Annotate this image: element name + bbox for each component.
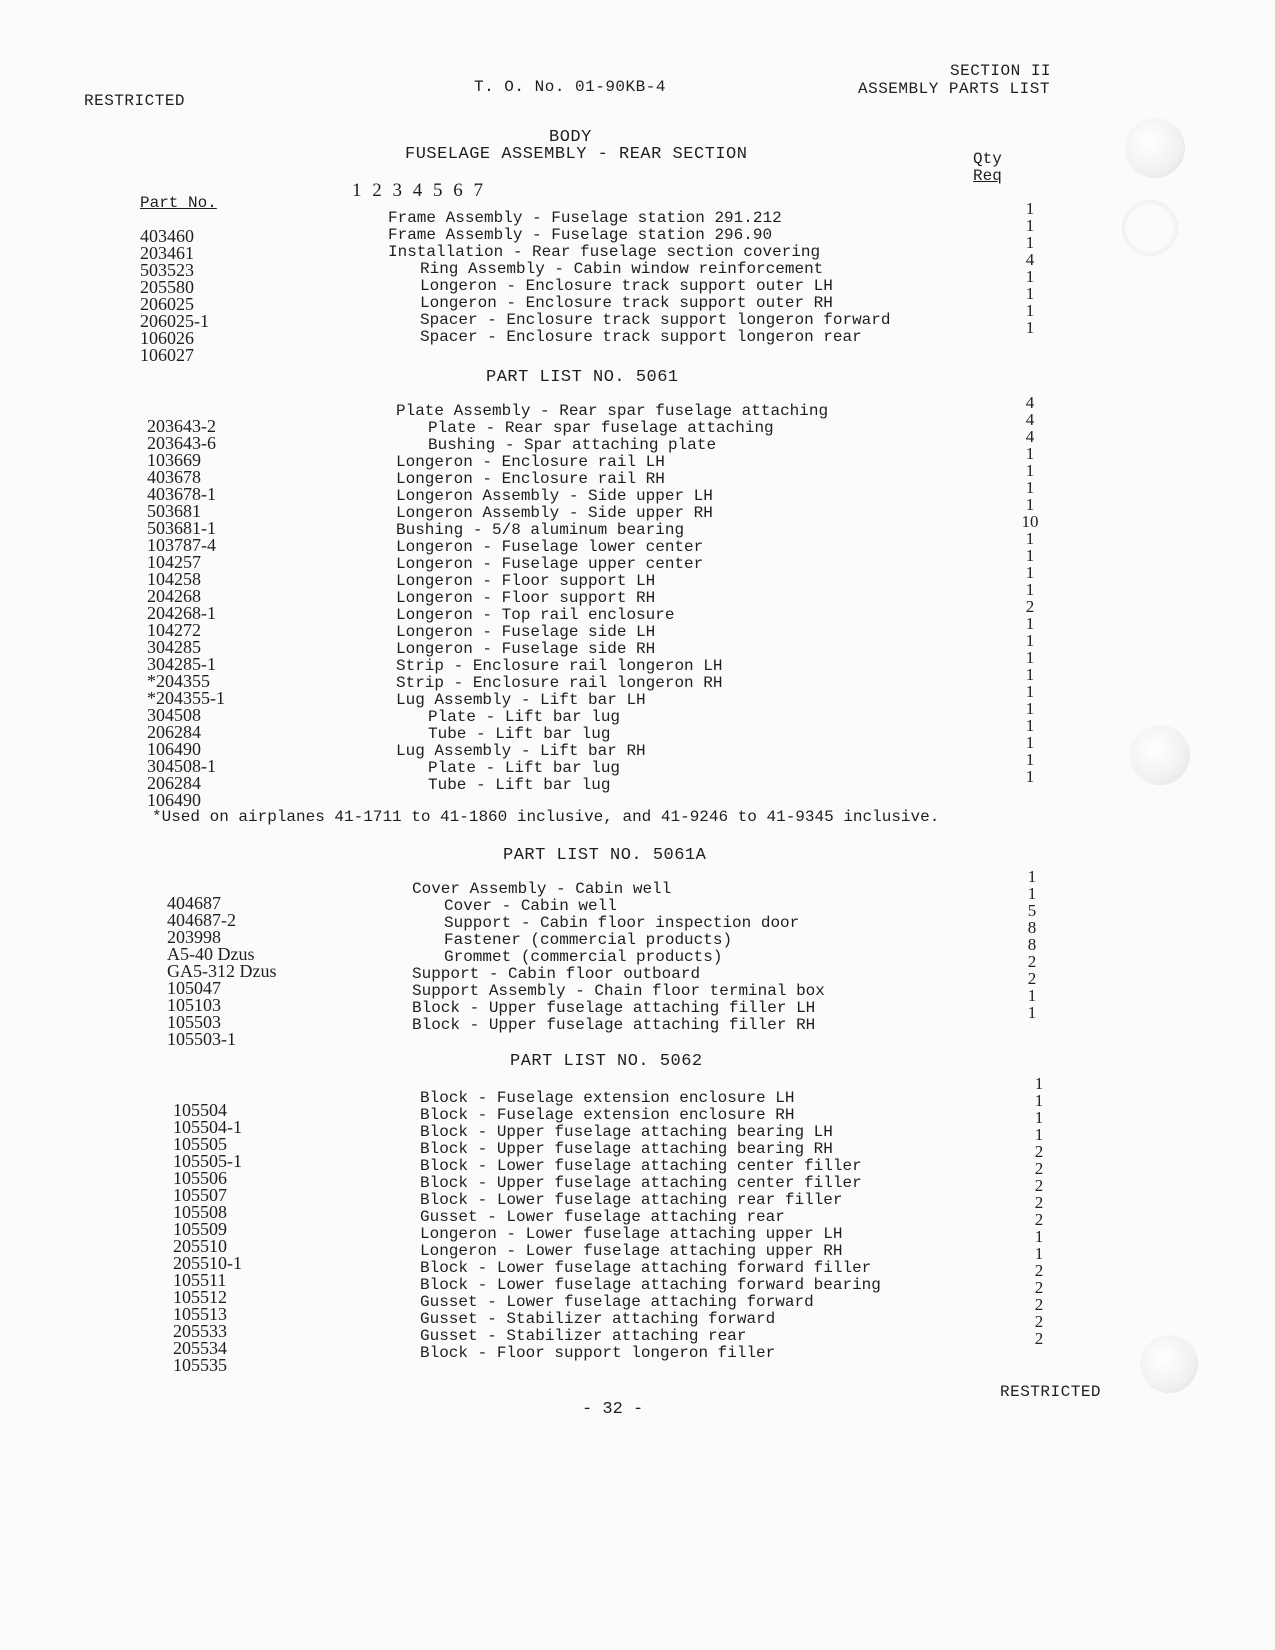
part-description: Block - Lower fuselage attaching forward filler	[420, 1259, 872, 1277]
qty-heading: Qty	[973, 150, 1002, 168]
qty-value: 1	[1025, 216, 1035, 235]
qty-value: 1	[1025, 495, 1035, 514]
part-description: Block - Upper fuselage attaching bearing RH	[420, 1140, 833, 1158]
part-number: 404687-2	[167, 910, 236, 930]
part-number: 105511	[173, 1270, 227, 1290]
qty-value: 2	[1034, 1312, 1044, 1331]
punch-hole	[1140, 1335, 1198, 1393]
part-number: 304285	[147, 637, 201, 657]
qty-value: 1	[1025, 750, 1035, 769]
part-number: 105505	[173, 1134, 227, 1154]
part-number: 205510	[173, 1236, 227, 1256]
part-description: Tube - Lift bar lug	[428, 776, 611, 794]
part-number: 206284	[147, 773, 201, 793]
part-number: 106027	[140, 345, 194, 365]
part-description: Ring Assembly - Cabin window reinforcement	[420, 260, 824, 278]
part-number: 403460	[140, 226, 194, 246]
part-description: Lug Assembly - Lift bar LH	[396, 691, 646, 709]
part-number: 106026	[140, 328, 194, 348]
punch-hole	[1122, 200, 1178, 256]
part-number: 105103	[167, 995, 221, 1015]
qty-value: 8	[1027, 935, 1037, 954]
part-number: 104272	[147, 620, 201, 640]
part-description: Tube - Lift bar lug	[428, 725, 611, 743]
qty-value: 1	[1025, 614, 1035, 633]
part-description: Gusset - Lower fuselage attaching rear	[420, 1208, 785, 1226]
part-description: Spacer - Enclosure track support longeron forward	[420, 311, 891, 329]
part-description: Strip - Enclosure rail longeron LH	[396, 657, 723, 675]
part-description: Block - Fuselage extension enclosure LH	[420, 1089, 795, 1107]
part-number: 205580	[140, 277, 194, 297]
qty-value: 1	[1025, 444, 1035, 463]
part-number: 105505-1	[173, 1151, 242, 1171]
part-number: 205534	[173, 1338, 227, 1358]
qty-value: 1	[1034, 1108, 1044, 1127]
part-number: 304508	[147, 705, 201, 725]
qty-value: 4	[1025, 250, 1035, 269]
part-number: 105504	[173, 1100, 227, 1120]
qty-value: 1	[1025, 318, 1035, 337]
part-description: Bushing - Spar attaching plate	[428, 436, 717, 454]
qty-value: 1	[1034, 1125, 1044, 1144]
part-description: Support Assembly - Chain floor terminal box	[412, 982, 825, 1000]
part-list-5062-heading: PART LIST NO. 5062	[510, 1052, 703, 1071]
qty-value: 2	[1025, 597, 1035, 616]
qty-value: 2	[1034, 1142, 1044, 1161]
qty-value: 1	[1027, 1003, 1037, 1022]
qty-value: 8	[1027, 918, 1037, 937]
part-number: 404687	[167, 893, 221, 913]
qty-value: 1	[1034, 1091, 1044, 1110]
qty-group-3	[1012, 868, 1052, 1021]
qty-value: 2	[1034, 1176, 1044, 1195]
qty-value: 1	[1025, 199, 1035, 218]
qty-value: 1	[1027, 986, 1037, 1005]
part-number: 304285-1	[147, 654, 216, 674]
part-number: 206025	[140, 294, 194, 314]
part-description: Grommet (commercial products)	[444, 948, 723, 966]
part-list-5061a-heading: PART LIST NO. 5061A	[503, 846, 707, 865]
part-description: Longeron - Top rail enclosure	[396, 606, 675, 624]
part-number: 503681-1	[147, 518, 216, 538]
qty-value: 2	[1034, 1193, 1044, 1212]
part-number: 105504-1	[173, 1117, 242, 1137]
part-number: 503681	[147, 501, 201, 521]
qty-group-2	[1010, 394, 1050, 785]
qty-value: 1	[1027, 867, 1037, 886]
part-description: Longeron - Lower fuselage attaching upper LH	[420, 1225, 843, 1243]
punch-hole	[1125, 118, 1185, 178]
part-description: Gusset - Stabilizer attaching forward	[420, 1310, 776, 1328]
qty-value: 1	[1025, 682, 1035, 701]
part-number: 403678	[147, 467, 201, 487]
part-description: Plate - Rear spar fuselage attaching	[428, 419, 774, 437]
qty-value: 2	[1027, 952, 1037, 971]
qty-value: 2	[1034, 1329, 1044, 1348]
part-number: 106490	[147, 739, 201, 759]
qty-value: 1	[1025, 233, 1035, 252]
part-number: 503523	[140, 260, 194, 280]
descriptions-group-4	[420, 1090, 1040, 1362]
part-description: Longeron - Enclosure rail RH	[396, 470, 665, 488]
part-list-5061-heading: PART LIST NO. 5061	[486, 368, 679, 387]
part-description: Block - Floor support longeron filler	[420, 1344, 776, 1362]
qty-value: 1	[1025, 461, 1035, 480]
part-numbers-group-3	[167, 895, 337, 1048]
part-number: 203998	[167, 927, 221, 947]
part-no-heading: Part No.	[140, 194, 217, 212]
part-description: Frame Assembly - Fuselage station 296.90	[388, 226, 773, 244]
qty-value: 1	[1025, 546, 1035, 565]
part-numbers-group-4	[173, 1102, 343, 1374]
qty-value: 1	[1025, 580, 1035, 599]
qty-value: 4	[1025, 427, 1035, 446]
part-description: Strip - Enclosure rail longeron RH	[396, 674, 723, 692]
part-number: 105503-1	[167, 1029, 236, 1049]
to-number: T. O. No. 01-90KB-4	[474, 78, 666, 96]
part-number: 203643-6	[147, 433, 216, 453]
body-title: BODY	[549, 128, 592, 147]
part-description: Plate Assembly - Rear spar fuselage attaching	[396, 402, 829, 420]
qty-value: 1	[1027, 884, 1037, 903]
part-description: Longeron Assembly - Side upper LH	[396, 487, 713, 505]
part-description: Longeron - Fuselage side LH	[396, 623, 656, 641]
part-description: Block - Upper fuselage attaching bearing LH	[420, 1123, 833, 1141]
part-description: Support - Cabin floor inspection door	[444, 914, 800, 932]
req-heading: Req	[973, 167, 1002, 185]
part-number: 105508	[173, 1202, 227, 1222]
qty-value: 1	[1025, 631, 1035, 650]
qty-value: 1	[1025, 648, 1035, 667]
qty-value: 2	[1027, 969, 1037, 988]
page-number: - 32 -	[582, 1400, 644, 1419]
qty-value: 1	[1025, 529, 1035, 548]
qty-value: 1	[1034, 1074, 1044, 1093]
qty-value: 4	[1025, 393, 1035, 412]
indent-scale: 1 2 3 4 5 6 7	[352, 180, 483, 201]
part-number: 103787-4	[147, 535, 216, 555]
qty-value: 1	[1025, 267, 1035, 286]
qty-value: 1	[1025, 478, 1035, 497]
part-number: 204268	[147, 586, 201, 606]
qty-value: 2	[1034, 1278, 1044, 1297]
qty-value: 1	[1034, 1244, 1044, 1263]
part-description: Block - Fuselage extension enclosure RH	[420, 1106, 795, 1124]
qty-value: 5	[1027, 901, 1037, 920]
part-number: 206025-1	[140, 311, 209, 331]
part-number: 206284	[147, 722, 201, 742]
part-number: *204355-1	[147, 688, 225, 708]
qty-value: 1	[1025, 665, 1035, 684]
qty-value: 1	[1025, 284, 1035, 303]
part-description: Block - Upper fuselage attaching filler LH	[412, 999, 816, 1017]
part-description: Gusset - Lower fuselage attaching forward	[420, 1293, 814, 1311]
part-description: Longeron - Fuselage lower center	[396, 538, 704, 556]
part-number: 105047	[167, 978, 221, 998]
part-description: Block - Upper fuselage attaching filler RH	[412, 1016, 816, 1034]
part-description: Longeron - Floor support LH	[396, 572, 656, 590]
part-number: 106490	[147, 790, 201, 810]
part-number: 205533	[173, 1321, 227, 1341]
qty-value: 1	[1034, 1227, 1044, 1246]
part-number: 105512	[173, 1287, 227, 1307]
qty-value: 2	[1034, 1210, 1044, 1229]
qty-value: 2	[1034, 1295, 1044, 1314]
part-number: 103669	[147, 450, 201, 470]
part-description: Plate - Lift bar lug	[428, 708, 621, 726]
part-numbers-group-2	[147, 418, 317, 809]
part-number: 304508-1	[147, 756, 216, 776]
part-description: Longeron - Fuselage upper center	[396, 555, 704, 573]
part-description: Block - Lower fuselage attaching forward bearing	[420, 1276, 881, 1294]
qty-group-4	[1019, 1075, 1059, 1347]
qty-value: 2	[1034, 1261, 1044, 1280]
part-number: 203643-2	[147, 416, 216, 436]
qty-value: 1	[1025, 716, 1035, 735]
part-description: Longeron - Fuselage side RH	[396, 640, 656, 658]
part-number: 205510-1	[173, 1253, 242, 1273]
part-description: Plate - Lift bar lug	[428, 759, 621, 777]
part-number: 105535	[173, 1355, 227, 1375]
part-description: Frame Assembly - Fuselage station 291.212	[388, 209, 782, 227]
part-description: Longeron - Enclosure track support outer RH	[420, 294, 833, 312]
qty-value: 1	[1025, 301, 1035, 320]
qty-value: 1	[1025, 563, 1035, 582]
part-number: 403678-1	[147, 484, 216, 504]
part-numbers-group-1	[140, 228, 310, 364]
part-description: Block - Lower fuselage attaching center filler	[420, 1157, 862, 1175]
part-number: 105506	[173, 1168, 227, 1188]
qty-value: 1	[1025, 733, 1035, 752]
part-description: Gusset - Stabilizer attaching rear	[420, 1327, 747, 1345]
qty-value: 1	[1025, 699, 1035, 718]
section-label: SECTION II	[950, 62, 1052, 80]
part-description: Longeron Assembly - Side upper RH	[396, 504, 713, 522]
part-description: Longeron - Enclosure rail LH	[396, 453, 665, 471]
punch-hole	[1130, 725, 1190, 785]
part-description: Support - Cabin floor outboard	[412, 965, 701, 983]
part-number: *204355	[147, 671, 210, 691]
part-description: Fastener (commercial products)	[444, 931, 733, 949]
qty-value: 1	[1025, 767, 1035, 786]
footnote: *Used on airplanes 41-1711 to 41-1860 inclusive, and 41-9246 to 41-9345 inclusive.	[152, 808, 940, 826]
part-number: 105509	[173, 1219, 227, 1239]
part-description: Cover - Cabin well	[444, 897, 617, 915]
part-number: 203461	[140, 243, 194, 263]
part-description: Cover Assembly - Cabin well	[412, 880, 672, 898]
qty-value: 10	[1021, 512, 1039, 531]
restricted-header: RESTRICTED	[84, 92, 186, 110]
part-description: Spacer - Enclosure track support longeron rear	[420, 328, 862, 346]
part-number: 204268-1	[147, 603, 216, 623]
part-number: 105507	[173, 1185, 227, 1205]
qty-group-1	[1010, 200, 1050, 336]
restricted-footer: RESTRICTED	[1000, 1383, 1102, 1401]
part-description: Lug Assembly - Lift bar RH	[396, 742, 646, 760]
part-number: A5-40 Dzus	[167, 944, 255, 964]
part-number: GA5-312 Dzus	[167, 961, 277, 981]
fuselage-title: FUSELAGE ASSEMBLY - REAR SECTION	[405, 145, 748, 164]
descriptions-group-3	[412, 881, 1032, 1034]
part-description: Longeron - Lower fuselage attaching upper RH	[420, 1242, 843, 1260]
part-description: Block - Lower fuselage attaching rear filler	[420, 1191, 843, 1209]
part-description: Longeron - Enclosure track support outer LH	[420, 277, 833, 295]
part-number: 104258	[147, 569, 201, 589]
part-number: 105503	[167, 1012, 221, 1032]
part-number: 104257	[147, 552, 201, 572]
part-description: Longeron - Floor support RH	[396, 589, 656, 607]
descriptions-group-1	[388, 210, 1008, 346]
part-description: Block - Upper fuselage attaching center filler	[420, 1174, 862, 1192]
qty-value: 2	[1034, 1159, 1044, 1178]
section-subtitle: ASSEMBLY PARTS LIST	[858, 80, 1050, 98]
qty-value: 4	[1025, 410, 1035, 429]
descriptions-group-2	[396, 403, 1016, 794]
part-number: 105513	[173, 1304, 227, 1324]
part-description: Installation - Rear fuselage section covering	[388, 243, 821, 261]
part-description: Bushing - 5/8 aluminum bearing	[396, 521, 685, 539]
